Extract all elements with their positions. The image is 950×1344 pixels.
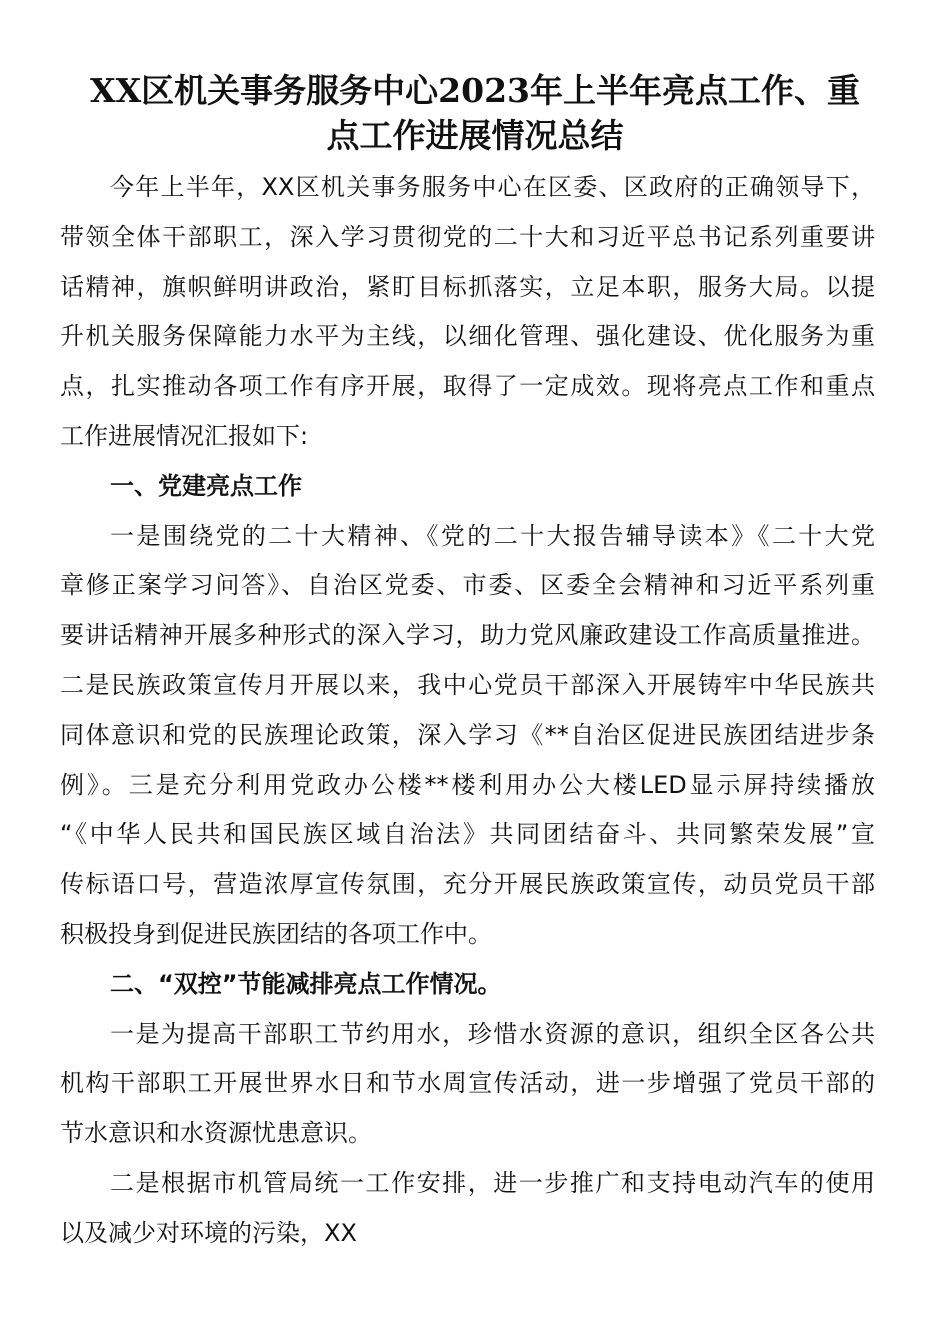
text-line: 工作进展情况汇报如下: bbox=[60, 421, 309, 450]
text-line: 点，扎实推动各项工作有序开展，取得了一定成效。现将亮点工作和重点 bbox=[60, 372, 875, 401]
text-line: 一是为提高干部职工节约用水，珍惜水资源的意识，组织全区各公共 bbox=[110, 1019, 875, 1048]
document-title bbox=[60, 68, 890, 158]
section-heading bbox=[60, 462, 875, 512]
text-line: 章修正案学习问答》、自治区党委、市委、区委全会精神和习近平系列重 bbox=[60, 571, 875, 600]
text-line: 节水意识和水资源忧患意识。 bbox=[60, 1119, 372, 1148]
text-line: “《中华人民共和国民族区域自治法》共同团结奋斗、共同繁荣发展”宣 bbox=[60, 820, 875, 849]
title-line: XX区机关事务服务中心2023年上半年亮点工作、重 bbox=[89, 71, 861, 110]
title-line: 点工作进展情况总结 bbox=[326, 116, 624, 155]
text-line: 二、“双控”节能减排亮点工作情况。 bbox=[110, 969, 502, 998]
document-body bbox=[60, 163, 875, 1259]
text-line: 今年上半年，XX区机关事务服务中心在区委、区政府的正确领导下， bbox=[110, 173, 875, 201]
text-line: 同体意识和党的民族理论政策，深入学习《**自治区促进民族团结进步条 bbox=[60, 720, 875, 749]
text-line: 以及减少对环境的污染，XX bbox=[60, 1218, 357, 1247]
text-line: 二是民族政策宣传月开展以来，我中心党员干部深入开展铸牢中华民族共 bbox=[60, 670, 875, 699]
paragraph bbox=[60, 1159, 875, 1259]
text-line: 例》。三是充分利用党政办公楼**楼利用办公大楼LED显示屏持续播放 bbox=[60, 770, 875, 799]
section-heading bbox=[60, 960, 875, 1010]
text-line: 传标语口号，营造浓厚宣传氛围，充分开展民族政策宣传，动员党员干部 bbox=[60, 870, 875, 899]
text-line: 带领全体干部职工，深入学习贯彻党的二十大和习近平总书记系列重要讲 bbox=[60, 222, 875, 251]
text-line: 积极投身到促进民族团结的各项工作中。 bbox=[60, 919, 492, 948]
text-line: 一、党建亮点工作 bbox=[110, 471, 302, 500]
paragraph bbox=[60, 1010, 875, 1159]
text-line: 一是围绕党的二十大精神、《党的二十大报告辅导读本》《二十大党 bbox=[110, 521, 875, 550]
text-line: 话精神，旗帜鲜明讲政治，紧盯目标抓落实，立足本职，服务大局。以提 bbox=[60, 272, 875, 301]
text-line: 二是根据市机管局统一工作安排，进一步推广和支持电动汽车的使用 bbox=[110, 1168, 875, 1197]
text-line: 机构干部职工开展世界水日和节水周宣传活动，进一步增强了党员干部的 bbox=[60, 1069, 875, 1098]
text-line: 升机关服务保障能力水平为主线，以细化管理、强化建设、优化服务为重 bbox=[60, 322, 875, 351]
text-line: 要讲话精神开展多种形式的深入学习，助力党风廉政建设工作高质量推进。 bbox=[60, 621, 875, 650]
paragraph bbox=[60, 512, 875, 960]
paragraph bbox=[60, 163, 875, 462]
